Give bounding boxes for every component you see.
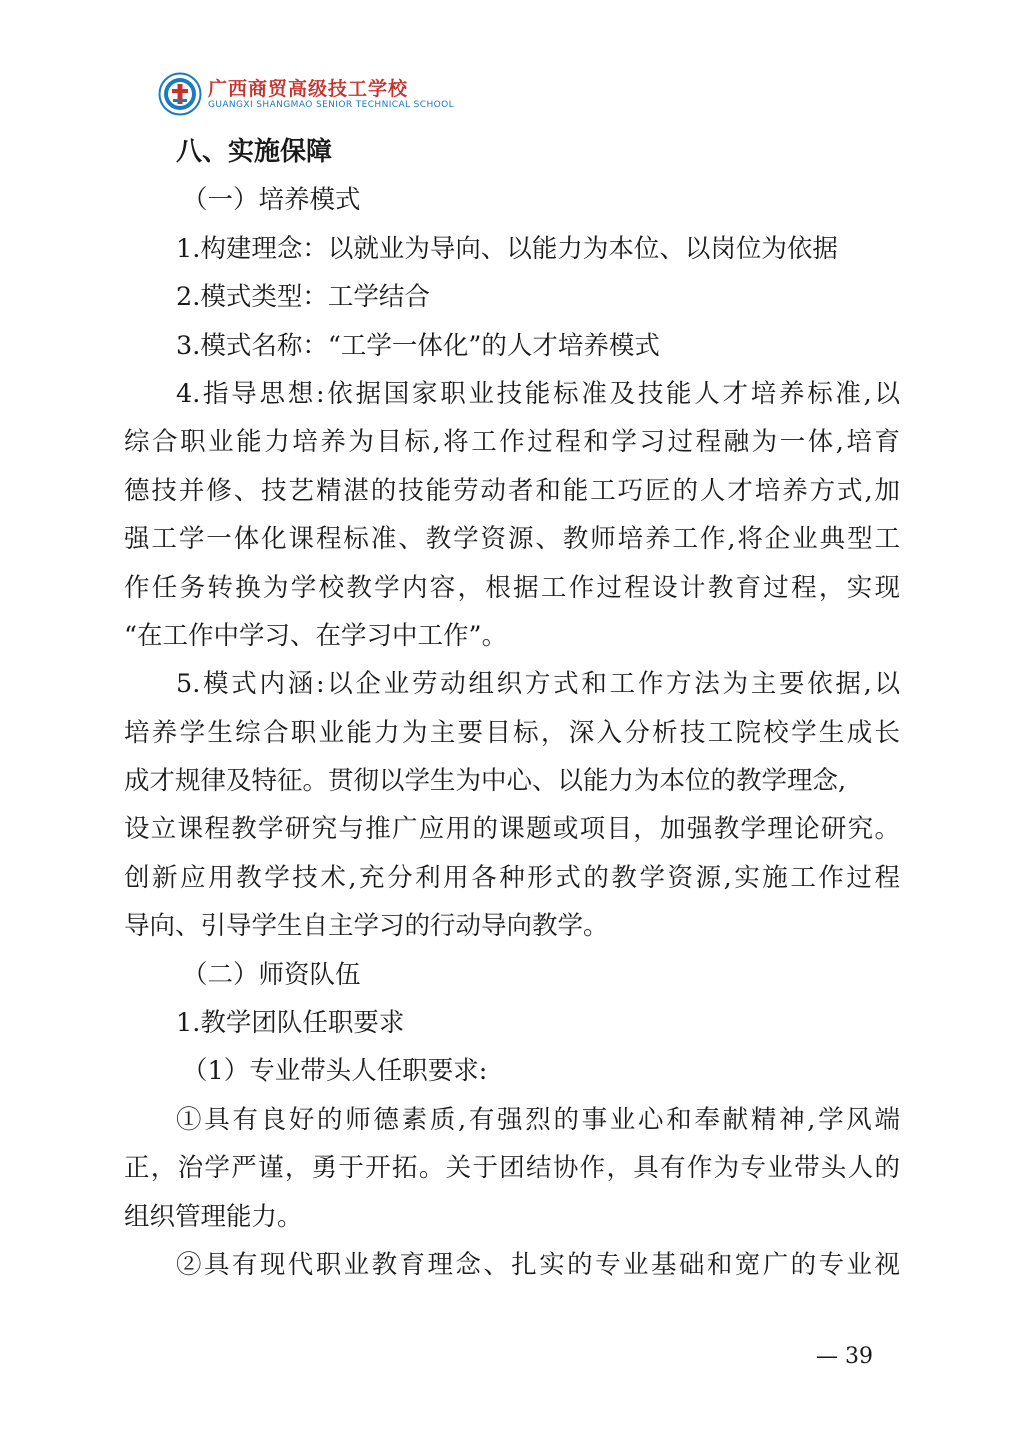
paragraph-line: 德技并修、技艺精湛的技能劳动者和能工巧匠的人才培养方式,加 xyxy=(124,475,900,506)
school-name-block xyxy=(208,78,454,111)
subsection-training-model: （一）培养模式 xyxy=(182,185,361,216)
paragraph-guiding-thought xyxy=(124,370,900,660)
paragraph-line: 设立课程教学研究与推广应用的课题或项目，加强教学理论研究。 xyxy=(124,814,900,845)
school-name-cn: 广西商贸高级技工学校 xyxy=(208,77,409,100)
item-leader-requirements: （1）专业带头人任职要求: xyxy=(182,1056,488,1087)
paragraph-line: ②具有现代职业教育理念、扎实的专业基础和宽广的专业视 xyxy=(176,1249,900,1280)
paragraph-line: 成才规律及特征。贯彻以学生为中心、以能力为本位的教学理念, xyxy=(124,766,847,797)
paragraph-line: 创新应用教学技术,充分利用各种形式的教学资源,实施工作过程 xyxy=(124,862,900,893)
paragraph-line: ①具有良好的师德素质,有强烈的事业心和奉献精神,学风端 xyxy=(176,1104,900,1135)
paragraph-line: 4.指导思想:依据国家职业技能标准及技能人才培养标准,以 xyxy=(176,378,900,409)
item-team-requirements: 1.教学团队任职要求 xyxy=(176,1008,405,1039)
paragraph-model-connotation xyxy=(124,660,900,950)
paragraph-requirement-2 xyxy=(124,1241,900,1289)
paragraph-line: 组织管理能力。 xyxy=(124,1201,303,1232)
subsection-faculty: （二）师资队伍 xyxy=(182,959,361,990)
item-concept: 1.构建理念：以就业为导向、以能力为本位、以岗位为依据 xyxy=(176,233,838,264)
school-header xyxy=(158,70,454,118)
page-number: — 39 xyxy=(816,1344,873,1369)
paragraph-line: 正，治学严谨，勇于开拓。关于团结协作，具有作为专业带头人的 xyxy=(124,1153,900,1184)
paragraph-line: 5.模式内涵:以企业劳动组织方式和工作方法为主要依据,以 xyxy=(176,669,900,700)
paragraph-line: 培养学生综合职业能力为主要目标，深入分析技工院校学生成长 xyxy=(124,717,900,748)
paragraph-line: 综合职业能力培养为目标,将工作过程和学习过程融为一体,培育 xyxy=(124,427,900,458)
paragraph-line: “在工作中学习、在学习中工作”。 xyxy=(124,620,508,651)
paragraph-line: 强工学一体化课程标准、教学资源、教师培养工作,将企业典型工 xyxy=(124,524,900,555)
item-model-name: 3.模式名称：“工学一体化”的人才培养模式 xyxy=(176,330,660,361)
school-logo-icon xyxy=(158,72,202,116)
document-body xyxy=(124,128,900,1289)
paragraph-line: 作任务转换为学校教学内容，根据工作过程设计教育过程，实现 xyxy=(124,572,900,603)
paragraph-line: 导向、引导学生自主学习的行动导向教学。 xyxy=(124,911,609,942)
item-model-type: 2.模式类型：工学结合 xyxy=(176,282,430,313)
section-title: 八、实施保障 xyxy=(176,137,333,167)
paragraph-requirement-1 xyxy=(124,1096,900,1241)
school-name-en: GUANGXI SHANGMAO SENIOR TECHNICAL SCHOOL xyxy=(208,99,455,110)
